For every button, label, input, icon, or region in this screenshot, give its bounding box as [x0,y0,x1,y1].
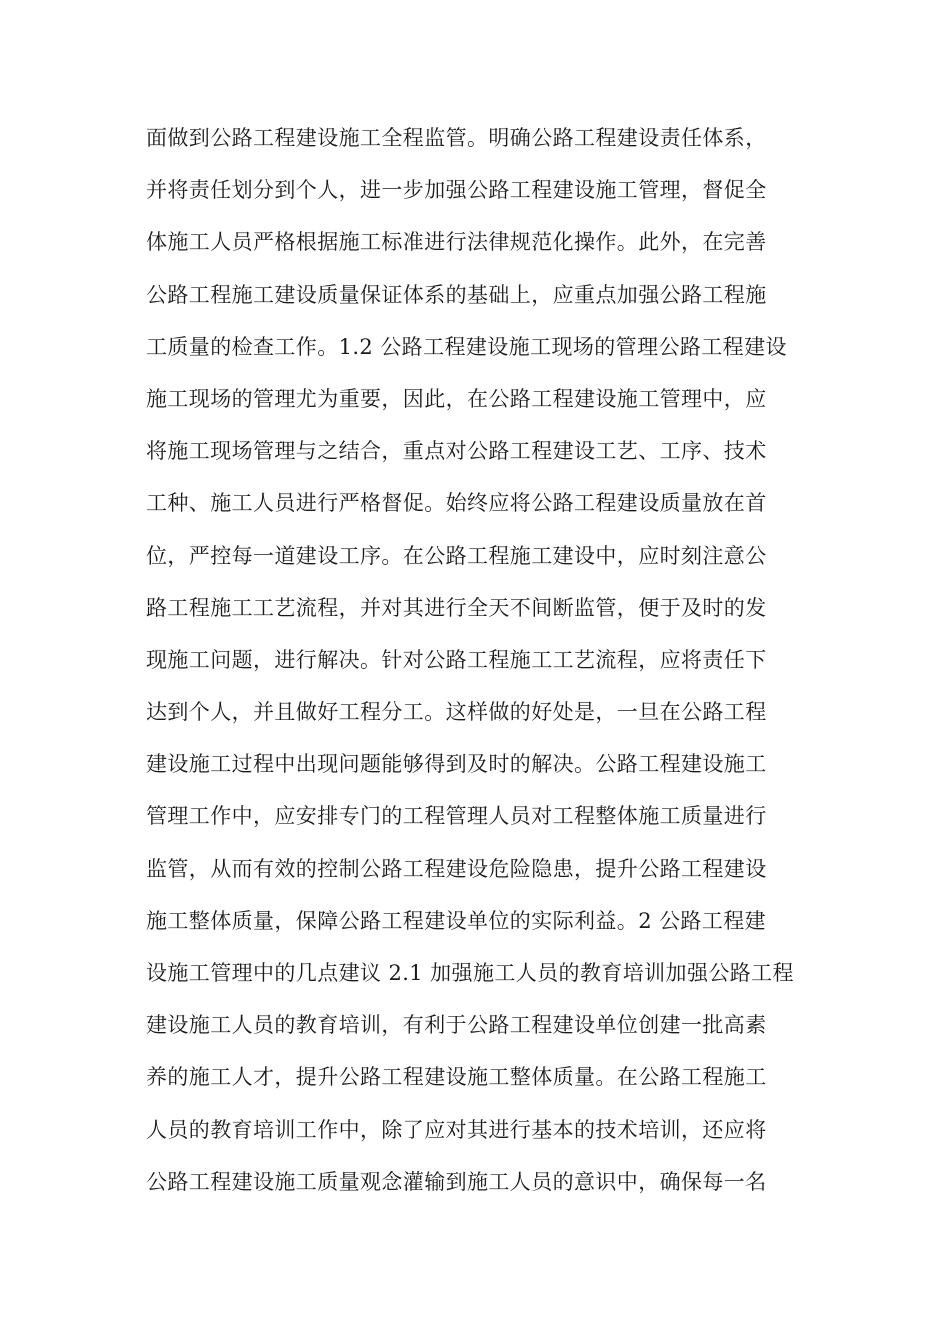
text-line-4: 公路工程施工建设质量保证体系的基础上，应重点加强公路工程施 [146,282,767,307]
text-line-1: 面做到公路工程建设施工全程监管。明确公路工程建设责任体系， [146,126,767,150]
text-line-16: 施工整体质量，保障公路工程建设单位的实际利益。2 公路工程建 [146,908,767,933]
text-line-10: 路工程施工工艺流程，并对其进行全天不间断监管，便于及时的发 [146,595,767,620]
text-line-9: 位，严控每一道建设工序。在公路工程施工建设中，应时刻注意公 [146,543,767,568]
text-line-13: 建设施工过程中出现问题能够得到及时的解决。公路工程建设施工 [146,752,767,777]
body-text [146,116,826,1212]
text-line-12: 达到个人，并且做好工程分工。这样做的好处是，一旦在公路工程 [146,700,767,725]
text-line-5: 工质量的检查工作。1.2 公路工程建设施工现场的管理公路工程建设 [146,334,787,359]
text-line-17: 设施工管理中的几点建议 2.1 加强施工人员的教育培训加强公路工程 [146,961,794,985]
text-line-3: 体施工人员严格根据施工标准进行法律规范化操作。此外，在完善 [146,230,767,255]
text-line-19: 养的施工人才，提升公路工程建设施工整体质量。在公路工程施工 [146,1065,767,1090]
text-line-21: 公路工程建设施工质量观念灌输到施工人员的意识中，确保每一名 [146,1169,767,1194]
text-line-20: 人员的教育培训工作中，除了应对其进行基本的技术培训，还应将 [146,1117,767,1142]
text-line-14: 管理工作中，应安排专门的工程管理人员对工程整体施工质量进行 [146,804,767,829]
text-line-2: 并将责任划分到个人，进一步加强公路工程建设施工管理，督促全 [146,178,767,203]
text-line-18: 建设施工人员的教育培训，有利于公路工程建设单位创建一批高素 [146,1013,767,1038]
text-line-6: 施工现场的管理尤为重要，因此，在公路工程建设施工管理中，应 [146,386,767,411]
text-line-7: 将施工现场管理与之结合，重点对公路工程建设工艺、工序、技术 [146,439,767,464]
text-line-11: 现施工问题，进行解决。针对公路工程施工工艺流程，应将责任下 [146,647,767,672]
text-line-15: 监管，从而有效的控制公路工程建设危险隐患，提升公路工程建设 [146,856,767,881]
text-line-8: 工种、施工人员进行严格督促。始终应将公路工程建设质量放在首 [146,491,767,516]
